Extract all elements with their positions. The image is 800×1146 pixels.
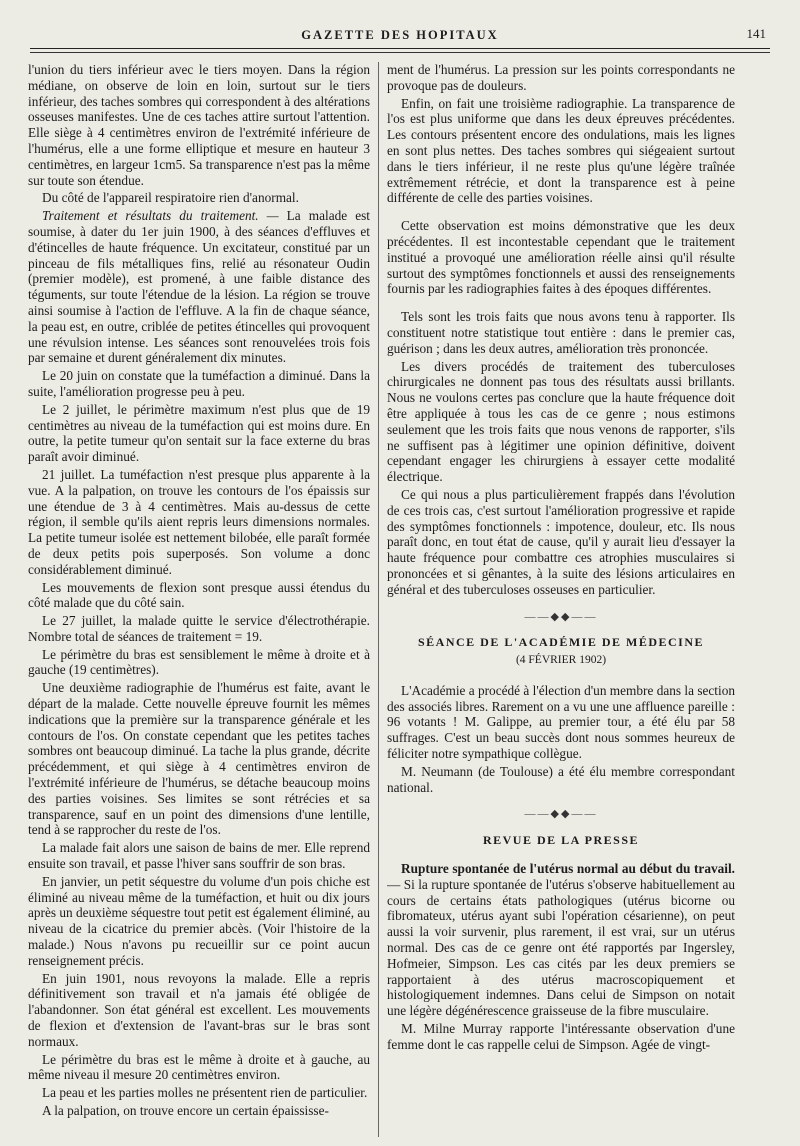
page-number: 141 [746, 26, 766, 41]
treatment-heading: Traitement et résultats du traitement. — [42, 208, 279, 224]
paragraph: En juin 1901, nous revoyons la malade. Elle a repris définitivement son travail et n'a jamais été obligée de l'abandonner. Son état général est excellent. Les mouvements de flexion et d'extension de l'avant-bras sur le bras sont normaux. [28, 970, 370, 1049]
section-ornament: ——◆◆—— [524, 808, 598, 821]
paragraph: ment de l'humérus. La pression sur les points correspondants ne provoque pas de douleurs. [387, 62, 735, 93]
column-divider [378, 62, 379, 1137]
paragraph-text: La malade est soumise, à dater du 1er juin 1900, à des séances d'effluves et d'étincelles de haute fréquence. Un excitateur, constitué par un pinceau de fils métalliques fins, relié au résonateur Oudin (premier modèle), est promené, à une faible distance des téguments, sur toute l'étendue de la lésion. La région se trouve ainsi soumise à l'action de l'effluve. A la fin de chaque séance, la peau est, en outre, criblée de petites étincelles qui provoquent une révulsion intense. Les séances sont renouvelées trois fois par semaine et durent généralement dix minutes. [28, 208, 370, 366]
page-header [30, 22, 770, 44]
paragraph: Le 27 juillet, la malade quitte le service d'électrothérapie. Nombre total de séances de traitement = 19. [28, 613, 370, 644]
paragraph [387, 861, 735, 1019]
paragraph: Du côté de l'appareil respiratoire rien d'anormal. [42, 190, 299, 206]
academie-section-date: (4 FÉVRIER 1902) [515, 654, 607, 667]
paragraph: La malade fait alors une saison de bains de mer. Elle reprend ensuite son travail, et passe l'hiver sans souffrir de son bras. [28, 840, 370, 872]
header-rule-thin [30, 52, 770, 53]
left-column [28, 62, 370, 1137]
paragraph: La peau et les parties molles ne présentent rien de particulier. [42, 1085, 368, 1101]
paragraph: Une deuxième radiographie de l'humérus est faite, avant le départ de la malade. Cette nouvelle épreuve fournit les mêmes indications que la première sur la transparence générale et les contours de l'os. On constate cependant que les petites taches sombres ont beaucoup diminué. La tache la plus grande, décrite précédemment, et qui siège à 4 centimètres environ de l'extrémité inférieure de l'humérus, se détache beaucoup moins des parties voisines. Ses limites se sont rétrécies et sa transparence, sauf en un point des dimensions d'une lentille, tend à se rapprocher du reste de l'os. [28, 680, 370, 838]
section-ornament: ——◆◆—— [524, 610, 598, 623]
revue-section-title: REVUE DE LA PRESSE [482, 833, 640, 848]
paragraph: l'union du tiers inférieur avec le tiers moyen. Dans la région médiane, on observe de loin en loin, surtout sur le tiers inférieur, des taches sombres qui correspondent à des altérations osseuses manifestes. Une de ces taches attire surtout l'attention. Elle siège à 4 centimètres environ de l'extrémité inférieure de l'humérus, elle a une forme elliptique et mesure en hauteur 3 centimètres, en largeur 1cm5. Sa transparence n'est pas la même sur toute son étendue. [28, 62, 370, 188]
paragraph: Les divers procédés de traitement des tuberculoses chirurgicales ne donnent pas tous des résultats aussi brillants. Nous ne voulons certes pas conclure que la haute fréquence doit être appliquée à tous les cas de ce genre ; nous estimons seulement que les trois faits que nous venons de rapporter, s'ils ne suffisent pas à légitimer une opinion définitive, doivent cependant engager les chirurgiens à essayer cette modalité électrique. [387, 358, 735, 485]
right-column [387, 62, 735, 1137]
paragraph: Le périmètre du bras est le même à droite et à gauche, au même niveau il mesure 20 centimètres environ. [28, 1051, 370, 1083]
header-rule [30, 48, 770, 49]
paragraph: Le périmètre du bras est sensiblement le même à droite et à gauche (19 centimètres). [28, 646, 370, 678]
paragraph: L'Académie a procédé à l'élection d'un membre dans la section des associés libres. Rarement on a vu une une affluence pareille : 96 votants ! M. Galippe, au premier tour, a été élu par 58 suffrages. C'est un beau succès dont nous sommes heureux de féliciter notre sympathique collègue. [387, 682, 735, 762]
paragraph: A la palpation, on trouve encore un certain épaississe- [42, 1103, 329, 1118]
paragraph: M. Neumann (de Toulouse) a été élu membre correspondant national. [387, 763, 735, 795]
paragraph: Cette observation est moins démonstrative que les deux précédentes. Il est incontestable cependant que le traitement institué a provoqué une amélioration réelle ainsi qu'il résulte surtout des symptômes fonctionnels et aussi des renseignements fournis par les radiographies faites à des époques différentes. [387, 218, 735, 297]
paragraph [28, 208, 370, 366]
paragraph: Ce qui nous a plus particulièrement frappés dans l'évolution de ces trois cas, c'est surtout l'amélioration progressive et rapide des symptômes fonctionnels : impotence, douleur, etc. Ils nous paraît donc, en tout état de cause, qu'il y aurait lieu d'essayer la haute fréquence pour combattre ces atrophies musculaires si prononcées et si gênantes, à la suite des lésions articulaires en général et des tuberculoses osseuses en particulier. [387, 486, 735, 597]
paragraph: Tels sont les trois faits que nous avons tenu à rapporter. Ils constituent notre statistique tout entière : dans le premier cas, guérison ; dans les deux autres, amélioration très prononcée. [387, 309, 735, 356]
paragraph: Les mouvements de flexion sont presque aussi étendus du côté malade que du côté sain. [28, 579, 370, 611]
journal-title: GAZETTE DES HOPITAUX [301, 28, 499, 42]
paragraph: En janvier, un petit séquestre du volume d'un pois chiche est éliminé au niveau même de la tuméfaction, et huit ou dix jours après un deuxième séquestre tout petit est également éliminé, au niveau de la cicatrice du premier abcès. (Voir l'histoire de la malade.) Nous n'avons pu recueillir sur ce point aucun renseignement précis. [28, 873, 370, 968]
paragraph-text: — Si la rupture spontanée de l'utérus s'observe habituellement au cours de certains états pathologiques (utérus bicorne ou fibromateux, utérus ayant subi l'opération césarienne), on peut aussi la voir survenir, plus rarement, il est vrai, sur un utérus normal. Des cas de ce genre ont été rapportés par Ingersley, Hofmeier, Simpson. Les cas cités par les deux premiers se rapportaient à des utérus macroscopiquement et histologiquement indemnes. Dans celui de Simpson on notait une légère dégénérescence graisseuse de la fibre musculaire. [387, 876, 735, 1019]
paragraph: Enfin, on fait une troisième radiographie. La transparence de l'os est plus uniforme que dans les deux épreuves précédentes. Les contours présentent encore des ondulations, mais les lignes en sont plus nettes. Des taches sombres qui siégeaient surtout dans le tiers inférieur, il ne reste plus qu'une légère traînée extrêmement rétrécie, et dont la transparence est à peine différente de celle des parties voisines. [387, 95, 735, 206]
paragraph: Le 20 juin on constate que la tuméfaction a diminué. Dans la suite, l'amélioration progresse peu à peu. [28, 368, 370, 399]
paragraph: 21 juillet. La tuméfaction n'est presque plus apparente à la vue. A la palpation, on trouve les contours de l'os épaissis sur une étendue de 3 à 4 centimètres. Mais au-dessus de cette région, il semble qu'ils aient repris leurs dimensions normales. La petite tumeur isolée est nettement bilobée, elle paraît formée de deux petits pois superposés. Son volume a donc considérablement diminué. [28, 466, 370, 577]
paragraph: Le 2 juillet, le périmètre maximum n'est plus que de 19 centimètres au niveau de la tuméfaction qui est moins dure. En outre, la petite tumeur qu'on sentait sur la face externe du bras paraît avoir diminué. [28, 401, 370, 465]
paragraph: M. Milne Murray rapporte l'intéressante observation d'une femme dont le cas rappelle celui de Simpson. Agée de vingt- [387, 1021, 735, 1052]
article-heading: Rupture spontanée de l'utérus normal au début du travail. [401, 861, 735, 877]
academie-section-title: SÉANCE DE L'ACADÉMIE DE MÉDECINE [417, 635, 705, 650]
